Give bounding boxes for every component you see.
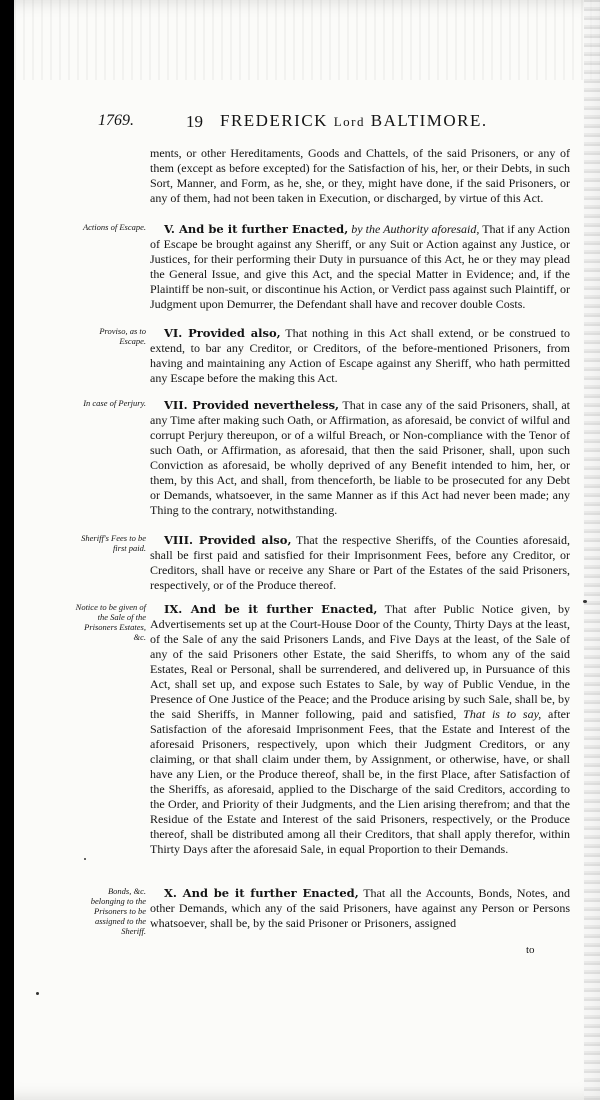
section-10-text: That all the Accounts, Bonds, Notes, and other Demands, which any of the said Prisoners, have against any Person or Persons whatsoever, shall be, by the said Prisoner or Prisoners, assigned bbox=[150, 886, 570, 930]
catchword: to bbox=[526, 944, 535, 956]
ink-speck bbox=[84, 858, 86, 860]
section-6 bbox=[150, 326, 570, 386]
section-9-lead: IX. And be it further Enacted, bbox=[164, 602, 378, 616]
section-5 bbox=[150, 222, 570, 312]
page-number: 19 bbox=[186, 112, 203, 131]
section-10-lead: X. And be it further Enacted, bbox=[164, 886, 359, 900]
running-head-small: Lord bbox=[333, 114, 365, 129]
section-5-italic: by the Authority aforesaid, bbox=[348, 222, 480, 236]
margin-note-10: Bonds, &c. belonging to the Prisoners to be assigned to the Sheriff. bbox=[90, 886, 146, 936]
running-head-main: FREDERICK bbox=[220, 111, 334, 130]
margin-note-8: Sheriff's Fees to be first paid. bbox=[81, 533, 146, 553]
page-edge-wear bbox=[584, 0, 600, 1100]
section-10 bbox=[150, 886, 570, 931]
running-head-end: BALTIMORE. bbox=[365, 111, 488, 130]
section-6-lead: VI. Provided also, bbox=[164, 326, 281, 340]
page-header bbox=[98, 112, 568, 142]
margin-note-7: In case of Perjury. bbox=[83, 398, 146, 408]
running-head bbox=[220, 111, 488, 131]
continued-paragraph bbox=[150, 146, 570, 206]
section-8-text: That the respective Sheriffs, of the Counties aforesaid, shall be first paid and satisfied for their Imprisonment Fees, before any Creditor, or Creditors, shall have or receive any Share or Part of the Estates of the said Prisoners, respectively, or of the Produce thereof. bbox=[150, 533, 570, 592]
page-year: 1769. bbox=[98, 112, 134, 129]
section-9-text-a: That after Public Notice given, by Advertisements set up at the Court-House Door of the County, Thirty Days at the least, of the Sale of any the said Prisoners Lands, and Five Days at the least, of the Sale of any of the said Prisoners other Estate, the said Sheriffs, to whom any of the said Estates, Real or Personal, shall be surrendered, and delivered up, in Pursuance of this Act, shall set up, and expose such Estates to Sale, by way of Public Vendue, in the Presence of One Justice of the Peace; and the Produce arising by such Sale, shall be, by the said Sheriffs, in Manner following, paid and satisfied, bbox=[150, 602, 570, 721]
ink-speck bbox=[36, 992, 39, 995]
section-7-text: That in case any of the said Prisoners, shall, at any Time after making such Oath, or Affirmation, as aforesaid, be convict of wilful and corrupt Perjury thereupon, or of a wilful Breach, or Non-compliance with the Tenor of such Oath, or Affirmation, as aforesaid, that then the said Prisoner, shall, upon such Conviction as aforesaid, be wholly deprived of any Benefit intended to him, her, or them, by this Act, and shall, from thenceforth, be liable to be prosecuted for any Debt or Demands, whatsoever, in the same Manner as if this Act had never been made; any Thing to the contrary, notwithstanding. bbox=[150, 398, 570, 517]
section-7 bbox=[150, 398, 570, 518]
section-6-text: That nothing in this Act shall extend, or be construed to extend, to bar any Creditor, or Creditors, of the before-mentioned Prisoners, from having and maintaining any Action of Escape against any Sheriff, who hath permitted any Escape before the making this Act. bbox=[150, 326, 570, 385]
ink-speck bbox=[583, 600, 587, 603]
scan-edge-shadow bbox=[0, 0, 14, 1100]
section-9-italic: That is to say, bbox=[456, 707, 542, 721]
section-8 bbox=[150, 533, 570, 593]
margin-note-9: Notice to be given of the Sale of the Prisoners Estates, &c. bbox=[75, 602, 146, 642]
paragraph-continuation: ments, or other Hereditaments, Goods and Chattels, of the said Prisoners, or any of them (except as before excepted) for the Satisfaction of his, her, or their Debts, in such Sort, Manner, and Form, as he, she, or they, might have done, if the said Prisoners, or any of them, had not been taken in Execution, or discharged, by virtue of this Act. bbox=[150, 146, 570, 205]
section-9-text-b: after Satisfaction of the aforesaid Imprisonment Fees, that the Estate and Interest of the aforesaid Prisoners, respectively, upon which their Judgment Creditors, or any claiming, or that shall claim under them, by Assignment, or otherwise, have, or shall have any Lien, or the Produce thereof, shall be, in the first Place, after Satisfaction of the Sheriffs, as aforesaid, applied to the Discharge of the said Creditors, according to the Order, and Priority of their Judgments, and the Lien arising therefrom; and that the Residue of the Estate and Interest of the said Prisoners, respectively, or the Produce thereof, shall be distributed among all their Creditors, that shall apply therefor, within Thirty Days after the aforesaid Sale, in equal Proportion to their Demands. bbox=[150, 707, 571, 856]
section-5-text: That if any Action of Escape be brought against any Sheriff, or any Suit or Action against any Justice, or Justices, for their performing their Duty in pursuance of this Act, he or they may plead the General Issue, and give this Act, and the special Matter in Evidence; and, if the Plaintiff be non-suit, or discontinue his Action, or Verdict pass against such Plaintiff, or Judgment upon Demurrer, the Defendant shall have and recover double Costs. bbox=[150, 222, 570, 311]
section-8-lead: VIII. Provided also, bbox=[164, 533, 292, 547]
margin-note-5: Actions of Escape. bbox=[82, 222, 146, 232]
section-5-lead: V. And be it further Enacted, bbox=[164, 222, 349, 236]
page-wear bbox=[14, 0, 600, 80]
section-9 bbox=[150, 602, 570, 857]
margin-note-6: Proviso, as to Escape. bbox=[99, 326, 146, 346]
section-7-lead: VII. Provided nevertheless, bbox=[164, 398, 340, 412]
